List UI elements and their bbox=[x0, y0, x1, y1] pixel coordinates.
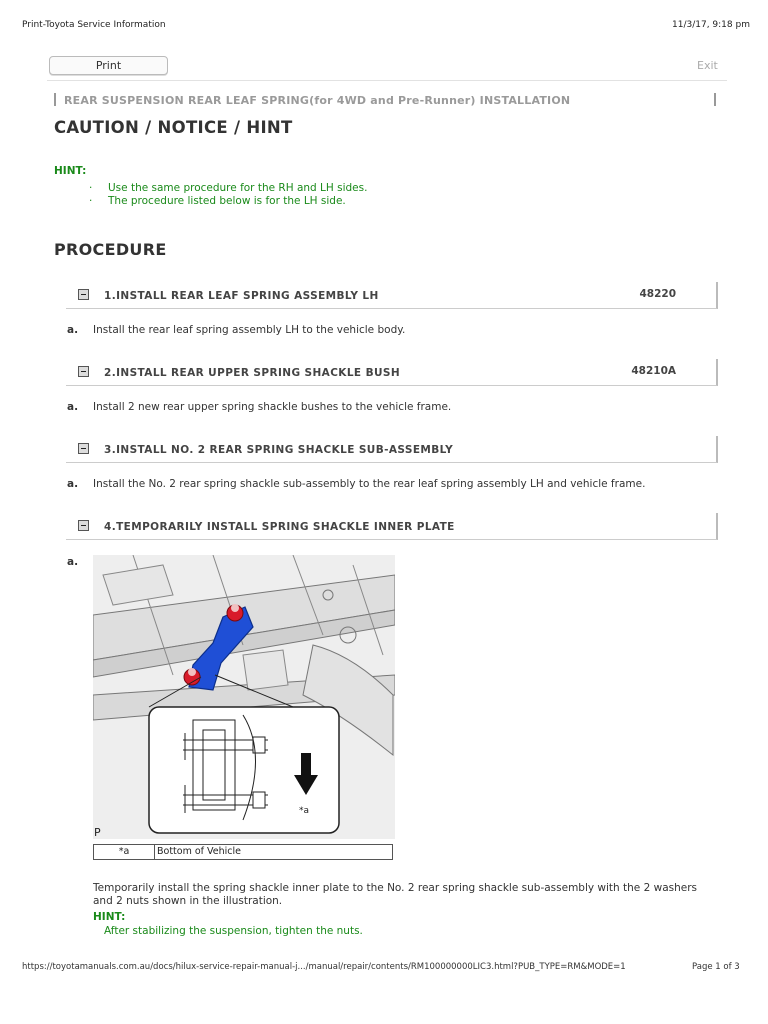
collapse-icon[interactable] bbox=[78, 289, 89, 300]
step-title: 4.TEMPORARILY INSTALL SPRING SHACKLE INNER PLATE bbox=[104, 521, 455, 533]
figure-corner-mark: P bbox=[94, 826, 101, 839]
figure-legend-table bbox=[93, 844, 393, 860]
figure-callout: *a bbox=[299, 806, 310, 816]
collapse-icon[interactable] bbox=[78, 366, 89, 377]
page-header-title: Print-Toyota Service Information bbox=[22, 20, 166, 30]
step-title: 1.INSTALL REAR LEAF SPRING ASSEMBLY LH bbox=[104, 290, 379, 302]
page-header-datetime: 11/3/17, 9:18 pm bbox=[672, 20, 750, 30]
breadcrumb-bar-left bbox=[54, 93, 56, 106]
substep-label: a. bbox=[67, 478, 79, 490]
bullet-icon: · bbox=[89, 195, 93, 207]
hint-label: HINT: bbox=[54, 165, 87, 177]
hint-item: Use the same procedure for the RH and LH sides. bbox=[108, 182, 368, 194]
step4-hint-text: After stabilizing the suspension, tighten the nuts. bbox=[104, 925, 363, 937]
substep-label: a. bbox=[67, 324, 79, 336]
breadcrumb: REAR SUSPENSION REAR LEAF SPRING(for 4WD and Pre-Runner) INSTALLATION bbox=[64, 94, 571, 107]
step-header-4 bbox=[66, 513, 718, 540]
substep-label: a. bbox=[67, 556, 79, 568]
step-title: 3.INSTALL NO. 2 REAR SPRING SHACKLE SUB-ASSEMBLY bbox=[104, 444, 454, 456]
substep-text: Install the rear leaf spring assembly LH to the vehicle body. bbox=[93, 324, 406, 336]
exit-link[interactable]: Exit bbox=[697, 59, 718, 72]
step4-instruction: Temporarily install the spring shackle inner plate to the No. 2 rear spring shackle sub-assembly with the 2 washers and 2 nuts shown in the illustration. bbox=[93, 882, 698, 907]
collapse-icon[interactable] bbox=[78, 443, 89, 454]
step-code: 48220 bbox=[639, 288, 676, 300]
procedure-title: PROCEDURE bbox=[54, 240, 167, 259]
breadcrumb-bar-right bbox=[714, 93, 716, 106]
legend-key: *a bbox=[94, 845, 155, 859]
legend-value: Bottom of Vehicle bbox=[157, 846, 242, 857]
shackle-illustration bbox=[93, 555, 395, 839]
hint-item: The procedure listed below is for the LH side. bbox=[108, 195, 346, 207]
collapse-icon[interactable] bbox=[78, 520, 89, 531]
divider bbox=[47, 80, 727, 81]
step4-hint-label: HINT: bbox=[93, 911, 126, 923]
substep-label: a. bbox=[67, 401, 79, 413]
substep-text: Install 2 new rear upper spring shackle bushes to the vehicle frame. bbox=[93, 401, 452, 413]
bullet-icon: · bbox=[89, 182, 93, 194]
step-header-3 bbox=[66, 436, 718, 463]
step-title: 2.INSTALL REAR UPPER SPRING SHACKLE BUSH bbox=[104, 367, 401, 379]
arrow-down-icon bbox=[294, 753, 318, 797]
step-code: 48210A bbox=[631, 365, 676, 377]
caution-title: CAUTION / NOTICE / HINT bbox=[54, 118, 293, 137]
step-header-1 bbox=[66, 282, 718, 309]
substep-text: Install the No. 2 rear spring shackle sub-assembly to the rear leaf spring assembly LH and vehicle frame. bbox=[93, 478, 646, 490]
print-button[interactable]: Print bbox=[49, 56, 168, 75]
step-header-2 bbox=[66, 359, 718, 386]
footer-page-number: Page 1 of 3 bbox=[692, 962, 740, 972]
footer-url: https://toyotamanuals.com.au/docs/hilux-service-repair-manual-j.../manual/repair/contents/RM100000000LIC3.html?PUB_TYPE=RM&MODE=1 bbox=[22, 962, 626, 972]
